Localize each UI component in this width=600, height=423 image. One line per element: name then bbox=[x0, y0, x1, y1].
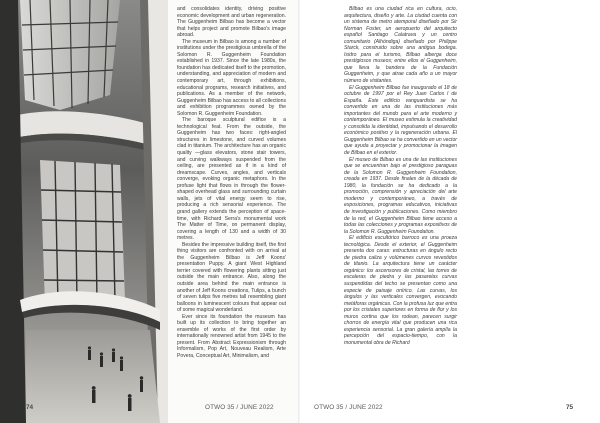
article-column-spanish bbox=[344, 6, 457, 346]
right-page bbox=[300, 0, 600, 423]
paragraph: The museum in Bilbao is among a number of institutions under the prestigious umbrella of the Solomon R. Guggenheim Foundation established in 1937. Since the late 1980s, the foundation has dedicated itself to the promotion, understanding, and appreciation of modern and contemporary art, through exhibitions, educational programs, research initiatives, and publications. As a member of the network, Guggenheim Bilbao has access to all collections and exhibition programmes owned by the Solomon R. Guggenheim Foundation. bbox=[177, 38, 287, 117]
page-number-left: 74 bbox=[26, 404, 34, 411]
museum-interior-photo bbox=[0, 0, 168, 423]
paragraph: Ever since its foundation the museum has built up its collection to bring together an ensemble of works of the first order by internationally renowned artist from 1945 to the present. From Abstract Expressionism through Informalism, Pop Art, Nouveau Realism, Arte Povera, Conceptual Art, Minimalism, and bbox=[177, 313, 286, 359]
paragraph: El edificio escultórico barroco es una proeza tecnológica. Desde el exterior, el Guggenheim presenta dos caras: estructuras en ángulo recto de piedra caliza y volúmenes curvos revestidos de titanio. La arquitectura tiene un carácter orgánico: los ascensores de cristal, las torres de escaleras de piedra y las pasarelas curvas suspendidas del techo se presentan como una especie de paisaje onírico. Las curvas, los ángulos y las verticales convergen, evocando metáforas orgánicas. Con la profusa luz que entra por los cristales superiores en forma de flor y los muros cortina que los rodean, parecen surgir chorros de energía vital que producen una rica experiencia sensorial. La gran galería amplía la percepción del espacio-tiempo, con la monumental obra de Richard bbox=[344, 235, 457, 346]
footer-left: OTWO 35 / JUNE 2022 bbox=[205, 404, 274, 411]
page-number-right: 75 bbox=[566, 404, 574, 411]
paragraph: Besides the impressive building itself, the first thing visitors are confronted with on arrival at the Guggenheim Bilbao is Jeff Koons' presentation Puppy. A giant West Highland terrier covered with flowering plants sitting just outside the main entrance. Also, along the outside area behind the main entrance is another of Jeff Koons creations, Tulips, a bunch of seven tulips five metres tall resembling giant balloons in luminescent colours that appear out of some magical wonderland. bbox=[177, 241, 286, 314]
paragraph: El Guggenheim Bilbao fue inaugurado el 18 de octubre de 1997 por el Rey Juan Carlos I de España. Este edificio vanguardista se ha convertido en una de las instituciones más importantes del mundo para el arte moderno y contemporáneo. El museo estimula la creatividad y consolida la identidad, impulsando el desarrollo económico positivo y la regeneración urbana. El Guggenheim Bilbao se ha convertido en un vector que ayuda a proyectar y promocionar la imagen de Bilbao en el exterior. bbox=[344, 84, 457, 157]
paragraph: The baroque sculptural edifice is a technological feat. From the outside, the Guggenheim has two faces: right-angled structures in limestone, and curved volumes clad in titanium. The architecture has an organic quality —glass elevators, stone stair towers, and curving walkways suspended from the ceiling, are presented as if in a kind of dreamscape. Curves, angles, and verticals converge, evoking organic metaphors. In the profuse light that flows in through the flower-shaped overhead glass and surrounding curtain walls, jets of vital energy seem to rise, producing a rich sensorial experience. The grand gallery extends the perception of space-time, with Richard Serra's monumental work The Matter of Time, on permanent display, covering a length of 130 and a width of 30 metres. bbox=[177, 117, 286, 242]
paragraph: Bilbao es una ciudad rica en cultura, ocio, arquitectura, diseño y arte. La ciudad cuenta con un sistema de metro atemporal diseñado por Sir Norman Foster, un aeropuerto del arquitecto español Santiago Calatrava y un centro comunitario (Alhóndiga) diseñado por Philippe Starck, construido sobre una antigua bodega. Isidro para el turismo, Bilbao alberga doce prestigiosos museos; entre ellos el Guggenheim, que lleva la bandera de la Fundación Guggenheim, y que atrae cada año a un mayor número de visitantes. bbox=[344, 6, 457, 85]
paragraph: and consolidates identity, driving positive economic development and urban regeneration. The Guggenheim Bilbao has become a vector that helps project and promote Bilbao's image abroad. bbox=[177, 6, 286, 39]
article-column-english bbox=[177, 6, 286, 360]
footer-right: OTWO 35 / JUNE 2022 bbox=[314, 404, 383, 411]
paragraph: El museo de Bilbao es una de las instituciones que se encuentran bajo el prestigioso paraguas de la Solomon R. Guggenheim Foundation, creada en 1937. Desde finales de la década de 1980, la fundación se ha dedicado a la promoción, comprensión y apreciación del arte moderno y contemporáneo, a través de exposiciones, programas educativos, iniciativas de investigación y publicaciones. Como miembro de la red, el Guggenheim Bilbao tiene acceso a todas las colecciones y programas expositivos de la Solomon R. Guggenheim Foundation. bbox=[344, 156, 457, 235]
